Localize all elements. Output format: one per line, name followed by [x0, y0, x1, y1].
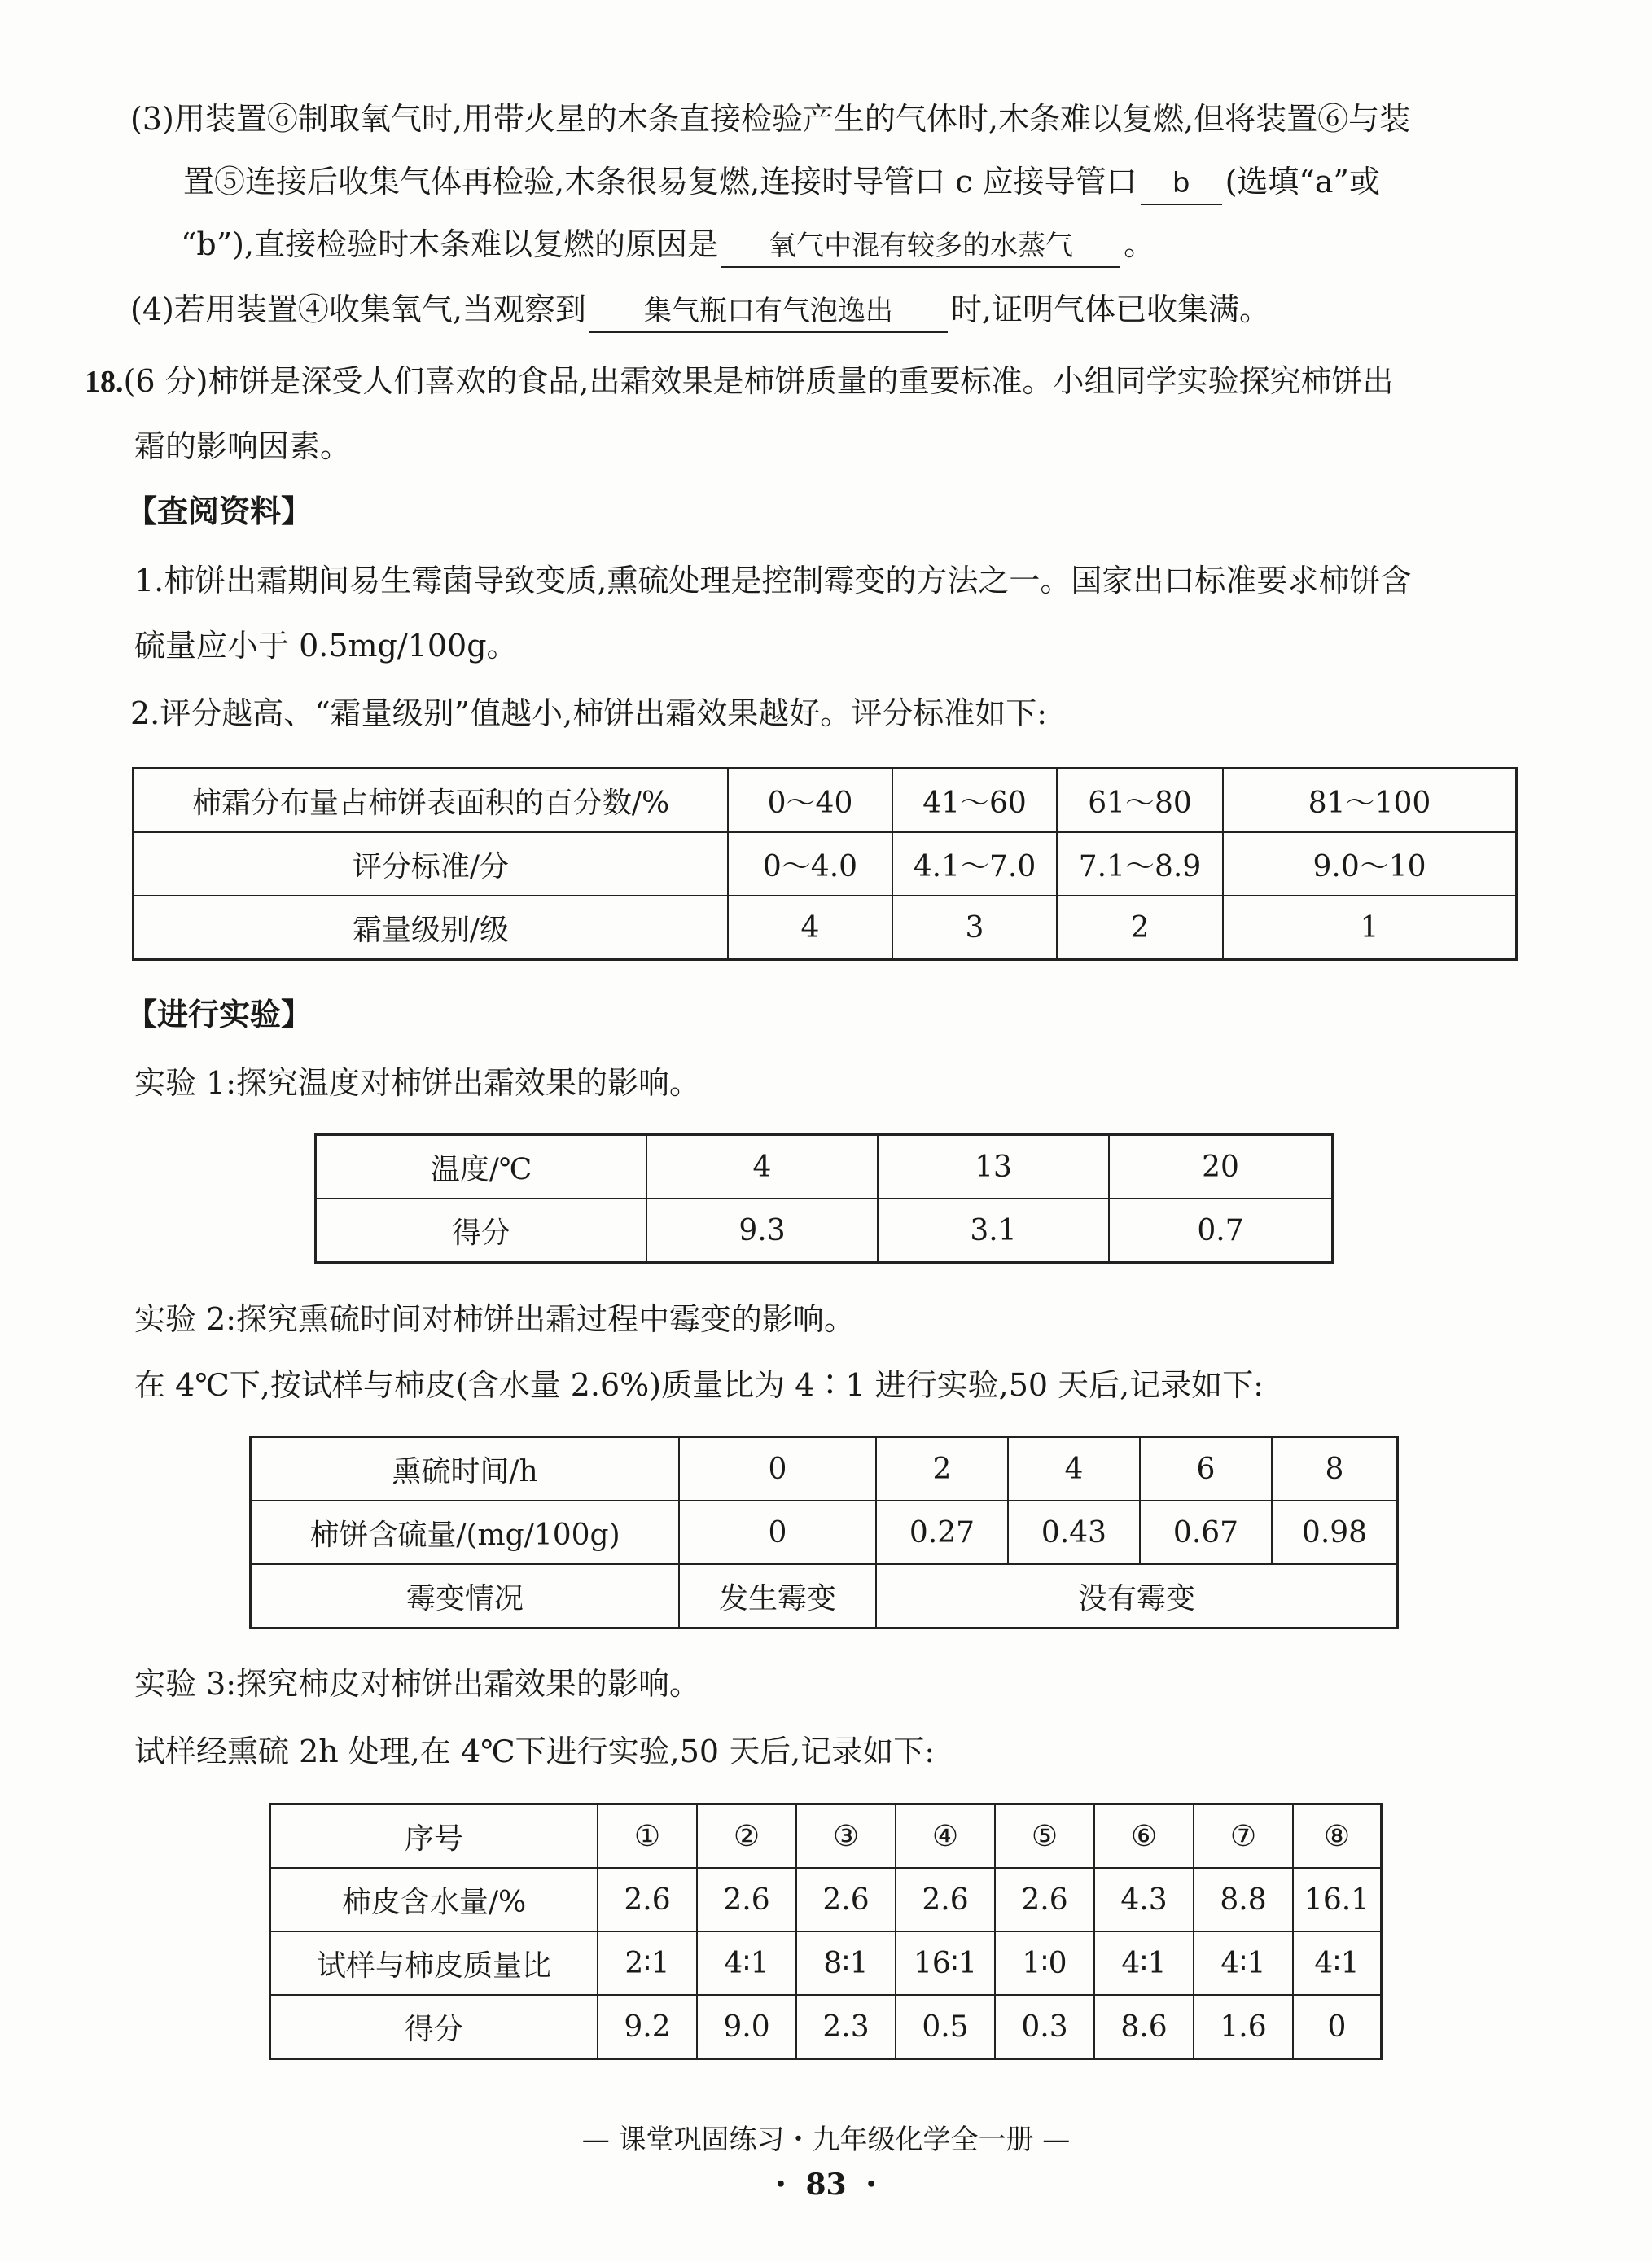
q18-exp1: 实验 1:探究温度对柿饼出霜效果的影响。 — [134, 1065, 701, 1101]
table-row — [134, 896, 1517, 960]
q17-part3-line3 — [181, 221, 1155, 268]
temperature-table — [314, 1133, 1334, 1264]
q18-number: 18. — [85, 365, 124, 399]
table-cell: ① — [598, 1804, 697, 1869]
table-cell: 没有霉变 — [876, 1564, 1398, 1629]
table-cell: 4∶1 — [1293, 1931, 1382, 1995]
table-cell: 1.6 — [1194, 1995, 1293, 2059]
q18-exp2-line — [134, 1296, 855, 1342]
table-cell: 3.1 — [878, 1199, 1109, 1263]
table-cell: 1∶0 — [995, 1931, 1094, 1995]
table-cell: ② — [697, 1804, 796, 1869]
table-cell: 2 — [876, 1437, 1008, 1501]
table-cell: 61～80 — [1057, 769, 1223, 833]
q18-intro-line2 — [134, 423, 351, 469]
table-cell: 2.6 — [796, 1868, 896, 1931]
table-cell: 4 — [1008, 1437, 1140, 1501]
table-cell: 4.3 — [1094, 1868, 1194, 1931]
q18-exp2-cond: 在 4℃下,按试样与柿皮(含水量 2.6%)质量比为 4∶1 进行实验,50 天后,记录如下: — [134, 1367, 1264, 1403]
q17-part3-text-a: (3)用装置⑥制取氧气时,用带火星的木条直接检验产生的气体时,木条难以复燃,但将装置⑥与装 — [130, 101, 1411, 137]
q18-exp3-cond: 试样经熏硫 2h 处理,在 4℃下进行实验,50 天后,记录如下: — [134, 1734, 936, 1769]
table-cell: 0 — [679, 1501, 876, 1564]
persimmon-peel-table — [269, 1803, 1383, 2060]
q17-part3-line2 — [183, 159, 1380, 205]
q18-exp3-cond-line — [134, 1729, 935, 1774]
table-cell: 0.27 — [876, 1501, 1008, 1564]
table-row — [316, 1135, 1333, 1199]
table-cell: 0 — [1293, 1995, 1382, 2059]
scoring-standard-table — [132, 767, 1518, 961]
table-cell: 柿霜分布量占柿饼表面积的百分数/% — [134, 769, 729, 833]
q18-ref-heading-text: 【查阅资料】 — [126, 493, 313, 529]
table-cell: 2.6 — [598, 1868, 697, 1931]
q18-ref-heading — [126, 489, 312, 534]
q18-intro-line1 — [85, 358, 1394, 405]
table-cell: 得分 — [316, 1199, 647, 1263]
table-cell: 4.1～7.0 — [892, 832, 1057, 896]
page-number: ・ 83 ・ — [765, 2168, 887, 2202]
table-cell: 20 — [1109, 1135, 1333, 1199]
table-cell: 7.1～8.9 — [1057, 832, 1223, 896]
q18-exp-heading — [126, 992, 312, 1037]
table-cell: 试样与柿皮质量比 — [270, 1931, 598, 1995]
table-cell: ⑦ — [1194, 1804, 1293, 1869]
table-cell: 0.7 — [1109, 1199, 1333, 1263]
table-cell: 2.3 — [796, 1995, 896, 2059]
table-cell: 8∶1 — [796, 1931, 896, 1995]
table-cell: 9.0 — [697, 1995, 796, 2059]
q17-part3-text-b-post: (选填“a”或 — [1225, 164, 1380, 199]
table-cell: 9.3 — [646, 1199, 878, 1263]
q18-ref1-a: 1.柿饼出霜期间易生霉菌导致变质,熏硫处理是控制霉变的方法之一。国家出口标准要求柿饼含 — [134, 563, 1412, 598]
table-cell: 0.5 — [896, 1995, 995, 2059]
q18-exp2: 实验 2:探究熏硫时间对柿饼出霜过程中霉变的影响。 — [134, 1301, 856, 1337]
q18-intro-a: (6 分)柿饼是深受人们喜欢的食品,出霜效果是柿饼质量的重要标准。小组同学实验探究柿饼出 — [123, 363, 1394, 399]
table-cell: 16∶1 — [896, 1931, 995, 1995]
table-cell: 0.43 — [1008, 1501, 1140, 1564]
table-cell: 序号 — [270, 1804, 598, 1869]
table-row — [251, 1437, 1398, 1501]
table-cell: 评分标准/分 — [134, 832, 729, 896]
q17-answer-full: 集气瓶口有气泡逸出 — [589, 291, 948, 333]
table-cell: 16.1 — [1293, 1868, 1382, 1931]
table-cell: 4 — [646, 1135, 878, 1199]
table-cell: 4∶1 — [1194, 1931, 1293, 1995]
table-row — [251, 1564, 1398, 1629]
q17-answer-b: b — [1141, 163, 1222, 205]
table-cell: 4 — [728, 896, 892, 960]
table-cell: ⑤ — [995, 1804, 1094, 1869]
q17-part4-line — [130, 287, 1270, 333]
table-cell: 1 — [1223, 896, 1517, 960]
q18-exp3: 实验 3:探究柿皮对柿饼出霜效果的影响。 — [134, 1666, 701, 1702]
table-row — [270, 1995, 1382, 2059]
table-cell: 4∶1 — [697, 1931, 796, 1995]
q17-answer-reason: 氧气中混有较多的水蒸气 — [721, 226, 1120, 268]
q17-part4-text-post: 时,证明气体已收集满。 — [950, 292, 1271, 327]
q18-ref1-b: 硫量应小于 0.5mg/100g。 — [134, 628, 518, 664]
q17-part3-text-c-post: 。 — [1124, 226, 1155, 262]
table-cell: ③ — [796, 1804, 896, 1869]
table-cell: 2∶1 — [598, 1931, 697, 1995]
table-cell: 熏硫时间/h — [251, 1437, 680, 1501]
q17-part3-text-b: 置⑤连接后收集气体再检验,木条很易复燃,连接时导管口 c 应接导管口 — [183, 164, 1137, 199]
table-row — [134, 769, 1517, 833]
q18-intro-b: 霜的影响因素。 — [134, 428, 352, 464]
q18-ref1-line2 — [134, 623, 518, 669]
table-cell: ⑧ — [1293, 1804, 1382, 1869]
table-cell: 9.0～10 — [1223, 832, 1517, 896]
table-row — [316, 1199, 1333, 1263]
table-cell: 6 — [1140, 1437, 1272, 1501]
q17-part4-text: (4)若用装置④收集氧气,当观察到 — [130, 292, 586, 327]
table-cell: ④ — [896, 1804, 995, 1869]
table-row — [134, 832, 1517, 896]
table-cell: 柿饼含硫量/(mg/100g) — [251, 1501, 680, 1564]
table-cell: 8 — [1272, 1437, 1398, 1501]
table-cell: 发生霉变 — [679, 1564, 876, 1629]
table-cell: 2.6 — [896, 1868, 995, 1931]
q17-part3-text-c: “b”),直接检验时木条难以复燃的原因是 — [181, 226, 719, 262]
q18-ref2-line — [130, 690, 1047, 736]
table-cell: 0～40 — [728, 769, 892, 833]
table-cell: 41～60 — [892, 769, 1057, 833]
table-cell: 2.6 — [697, 1868, 796, 1931]
table-cell: 得分 — [270, 1995, 598, 2059]
table-row — [270, 1804, 1382, 1869]
q18-exp1-line — [134, 1060, 700, 1106]
table-cell: 0.3 — [995, 1995, 1094, 2059]
table-cell: 0.67 — [1140, 1501, 1272, 1564]
table-row — [270, 1868, 1382, 1931]
table-cell: 4∶1 — [1094, 1931, 1194, 1995]
table-cell: 温度/℃ — [316, 1135, 647, 1199]
table-cell: 霉变情况 — [251, 1564, 680, 1629]
table-cell: 0 — [679, 1437, 876, 1501]
table-row — [251, 1501, 1398, 1564]
q17-part3-line1 — [130, 96, 1410, 142]
table-cell: 3 — [892, 896, 1057, 960]
table-cell: 13 — [878, 1135, 1109, 1199]
q18-exp-heading-text: 【进行实验】 — [126, 996, 313, 1032]
table-cell: 2 — [1057, 896, 1223, 960]
table-cell: ⑥ — [1094, 1804, 1194, 1869]
q18-exp2-cond-line — [134, 1362, 1264, 1408]
table-cell: 8.6 — [1094, 1995, 1194, 2059]
q18-ref2: 2.评分越高、“霜量级别”值越小,柿饼出霜效果越好。评分标准如下: — [130, 695, 1047, 731]
table-cell: 霜量级别/级 — [134, 896, 729, 960]
table-cell: 9.2 — [598, 1995, 697, 2059]
q18-exp3-line — [134, 1661, 700, 1707]
sulfur-fumigation-table — [249, 1436, 1399, 1629]
q18-ref1-line1 — [134, 558, 1411, 603]
table-cell: 0～4.0 — [728, 832, 892, 896]
table-cell: 柿皮含水量/% — [270, 1868, 598, 1931]
footer-title: — 课堂巩固练习・九年级化学全一册 — — [581, 2124, 1071, 2156]
table-cell: 8.8 — [1194, 1868, 1293, 1931]
table-cell: 2.6 — [995, 1868, 1094, 1931]
table-row — [270, 1931, 1382, 1995]
table-cell: 81～100 — [1223, 769, 1517, 833]
table-cell: 0.98 — [1272, 1501, 1398, 1564]
